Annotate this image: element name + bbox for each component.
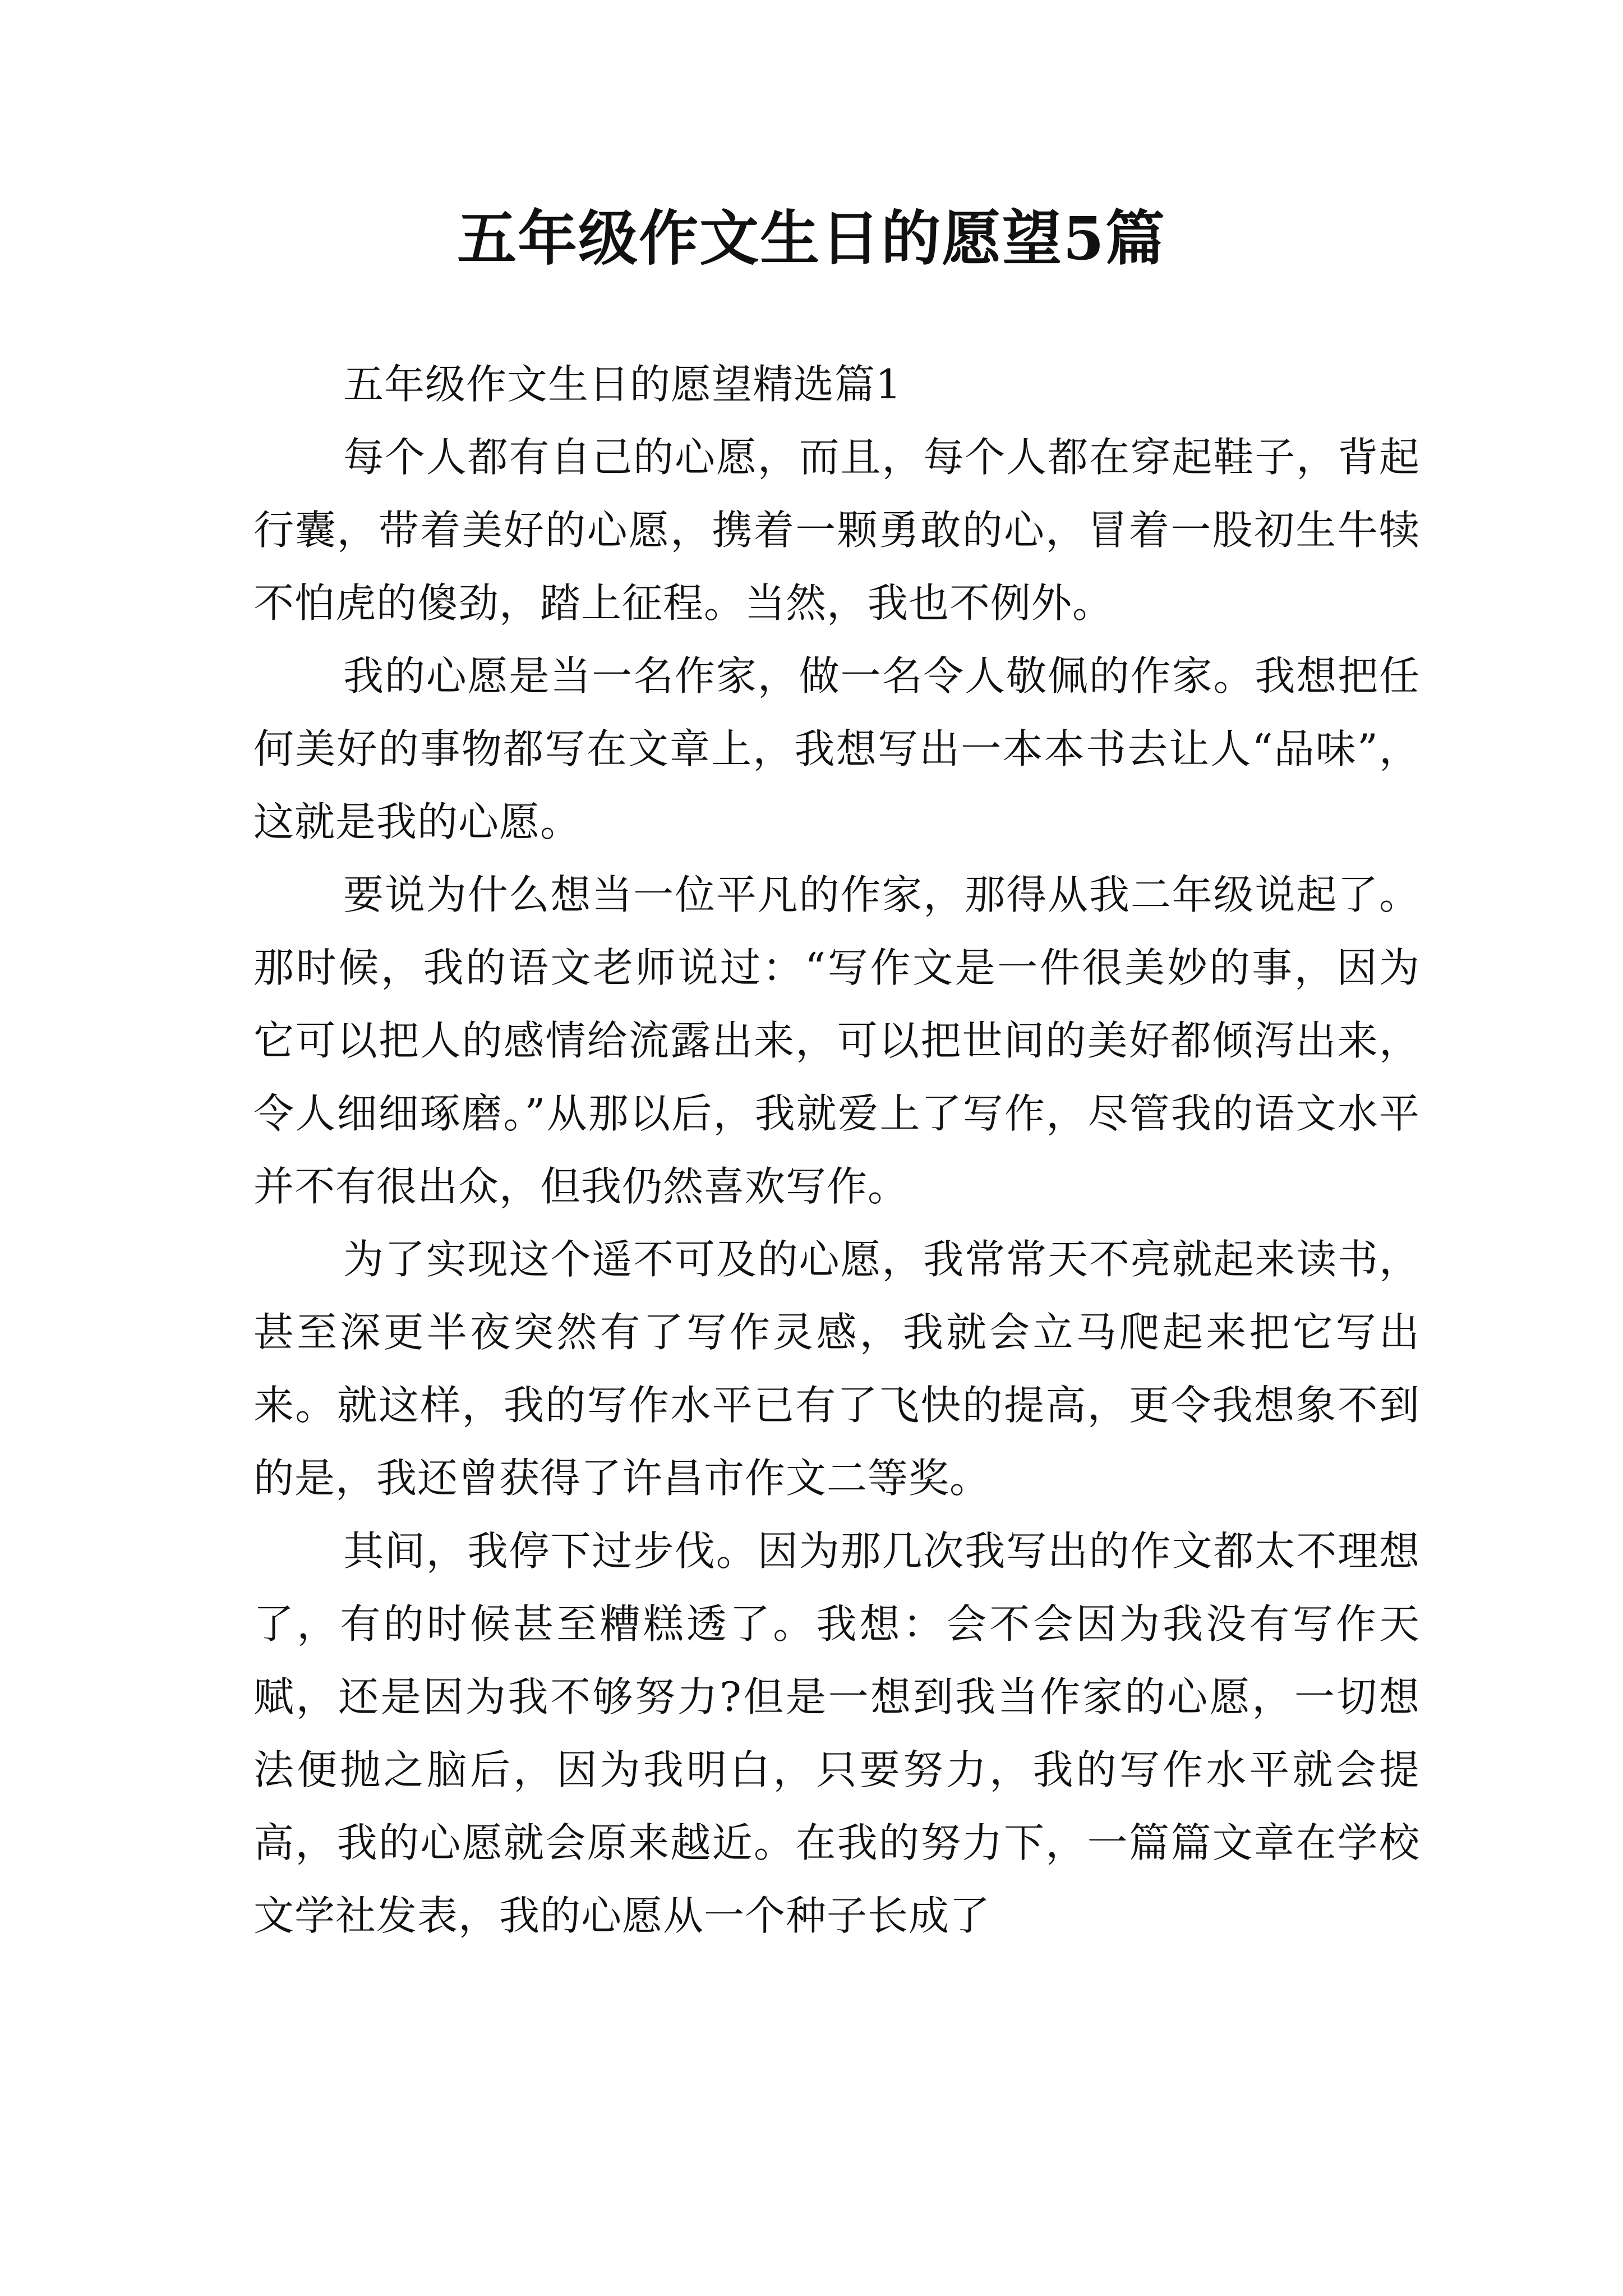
- paragraph-3: 要说为什么想当一位平凡的作家，那得从我二年级说起了。那时候，我的语文老师说过：“写作文是一件很美妙的事，因为它可以把人的感情给流露出来，可以把世间的美好都倾泻出来，令人细细琢磨。”从那以后，我就爱上了写作，尽管我的语文水平并不有很出众，但我仍然喜欢写作。: [253, 871, 1420, 1210]
- document-title: 五年级作文生日的愿望5篇: [457, 203, 1166, 273]
- paragraph-4: 为了实现这个遥不可及的心愿，我常常天不亮就起来读书，甚至深更半夜突然有了写作灵感，我就会立马爬起来把它写出来。就这样，我的写作水平已有了飞快的提高，更令我想象不到的是，我还曾获得了许昌市作文二等奖。: [253, 1236, 1420, 1502]
- paragraph-5: 其间，我停下过步伐。因为那几次我写出的作文都太不理想了，有的时候甚至糟糕透了。我想：会不会因为我没有写作天赋，还是因为我不够努力?但是一想到我当作家的心愿，一切想法便抛之脑后，因为我明白，只要努力，我的写作水平就会提高，我的心愿就会原来越近。在我的努力下，一篇篇文章在学校文学社发表，我的心愿从一个种子长成了: [253, 1527, 1420, 1939]
- document-body: [253, 348, 1420, 1952]
- paragraph-1: 每个人都有自己的心愿，而且，每个人都在穿起鞋子，背起行囊，带着美好的心愿，携着一颗勇敢的心，冒着一股初生牛犊不怕虎的傻劲，踏上征程。当然，我也不例外。: [253, 434, 1420, 627]
- section-heading: 五年级作文生日的愿望精选篇1: [343, 361, 902, 408]
- paragraph-2: 我的心愿是当一名作家，做一名令人敬佩的作家。我想把任何美好的事物都写在文章上，我想写出一本本书去让人“品味”，这就是我的心愿。: [253, 652, 1420, 845]
